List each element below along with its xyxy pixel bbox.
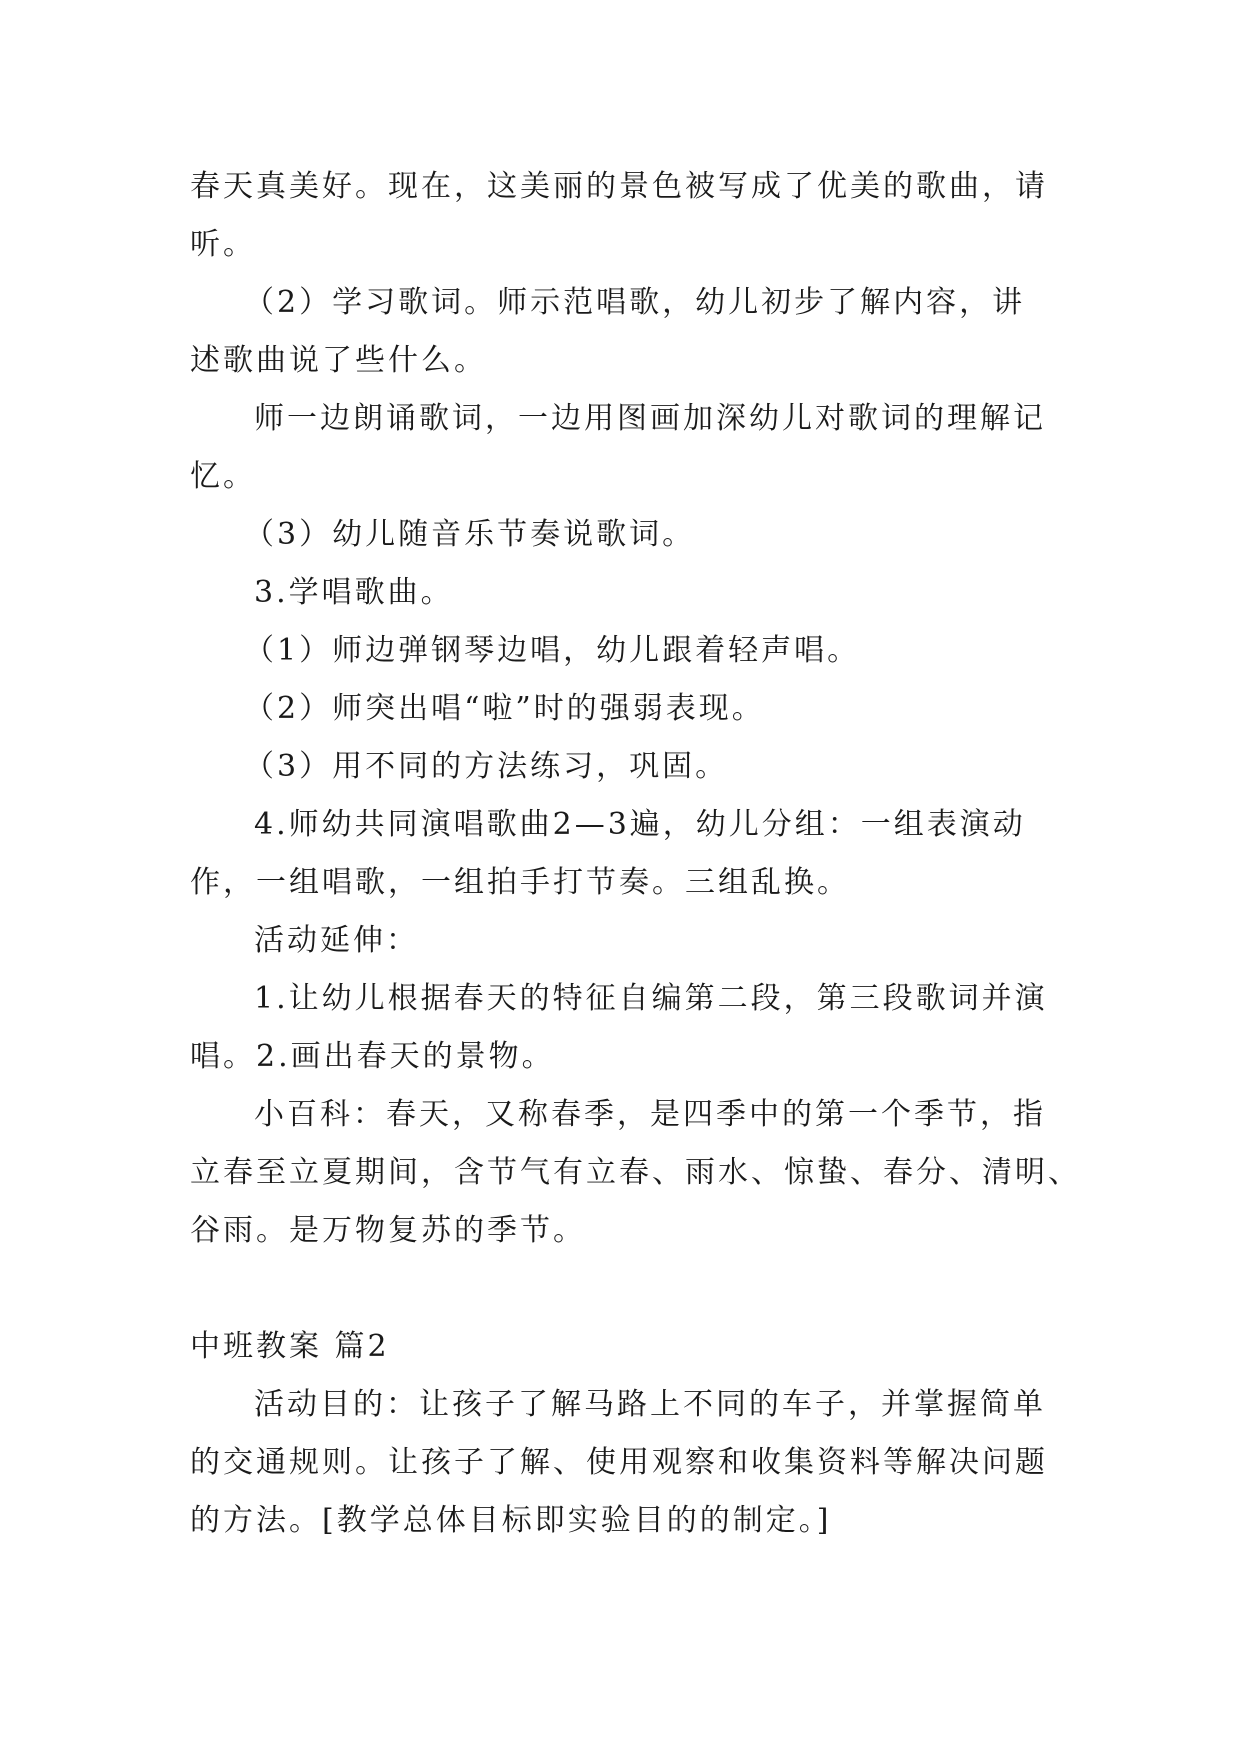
paragraph-line: 忆。 [190, 459, 256, 494]
paragraph-line: （2）师突出唱“啦”时的强弱表现。 [244, 691, 765, 726]
section-heading: 中班教案 篇2 [190, 1329, 390, 1364]
paragraph-line: 春天真美好。现在，这美丽的景色被写成了优美的歌曲，请 [190, 169, 1048, 204]
paragraph-line: 立春至立夏期间，含节气有立春、雨水、惊蛰、春分、清明、 [190, 1155, 1081, 1190]
paragraph-line: （2）学习歌词。师示范唱歌，幼儿初步了解内容，讲 [244, 285, 1026, 320]
paragraph-line: 唱。2.画出春天的景物。 [190, 1039, 555, 1074]
paragraph-line: 谷雨。是万物复苏的季节。 [190, 1213, 586, 1248]
paragraph-line: 3.学唱歌曲。 [254, 575, 454, 610]
paragraph-line: 述歌曲说了些什么。 [190, 343, 487, 378]
paragraph-line: （1）师边弹钢琴边唱，幼儿跟着轻声唱。 [244, 633, 861, 668]
paragraph-line: 1.让幼儿根据春天的特征自编第二段，第三段歌词并演 [254, 981, 1048, 1016]
document-body [190, 158, 1081, 1550]
paragraph-line: 师一边朗诵歌词，一边用图画加深幼儿对歌词的理解记 [254, 401, 1046, 436]
paragraph-line: 的交通规则。让孩子了解、使用观察和收集资料等解决问题 [190, 1445, 1048, 1480]
paragraph-line: 的方法。[教学总体目标即实验目的的制定。] [190, 1503, 832, 1538]
paragraph-line: 作，一组唱歌，一组拍手打节奏。三组乱换。 [190, 865, 850, 900]
paragraph-line: 小百科：春天，又称春季，是四季中的第一个季节，指 [254, 1097, 1046, 1132]
section-gap [190, 1260, 1050, 1318]
paragraph-line: 活动目的：让孩子了解马路上不同的车子，并掌握简单 [254, 1387, 1046, 1422]
paragraph-line: 4.师幼共同演唱歌曲2—3遍，幼儿分组：一组表演动 [254, 807, 1026, 842]
paragraph-line: 活动延伸： [254, 923, 419, 958]
paragraph-line: 听。 [190, 227, 256, 262]
paragraph-line: （3）幼儿随音乐节奏说歌词。 [244, 517, 696, 552]
paragraph-line: （3）用不同的方法练习，巩固。 [244, 749, 729, 784]
